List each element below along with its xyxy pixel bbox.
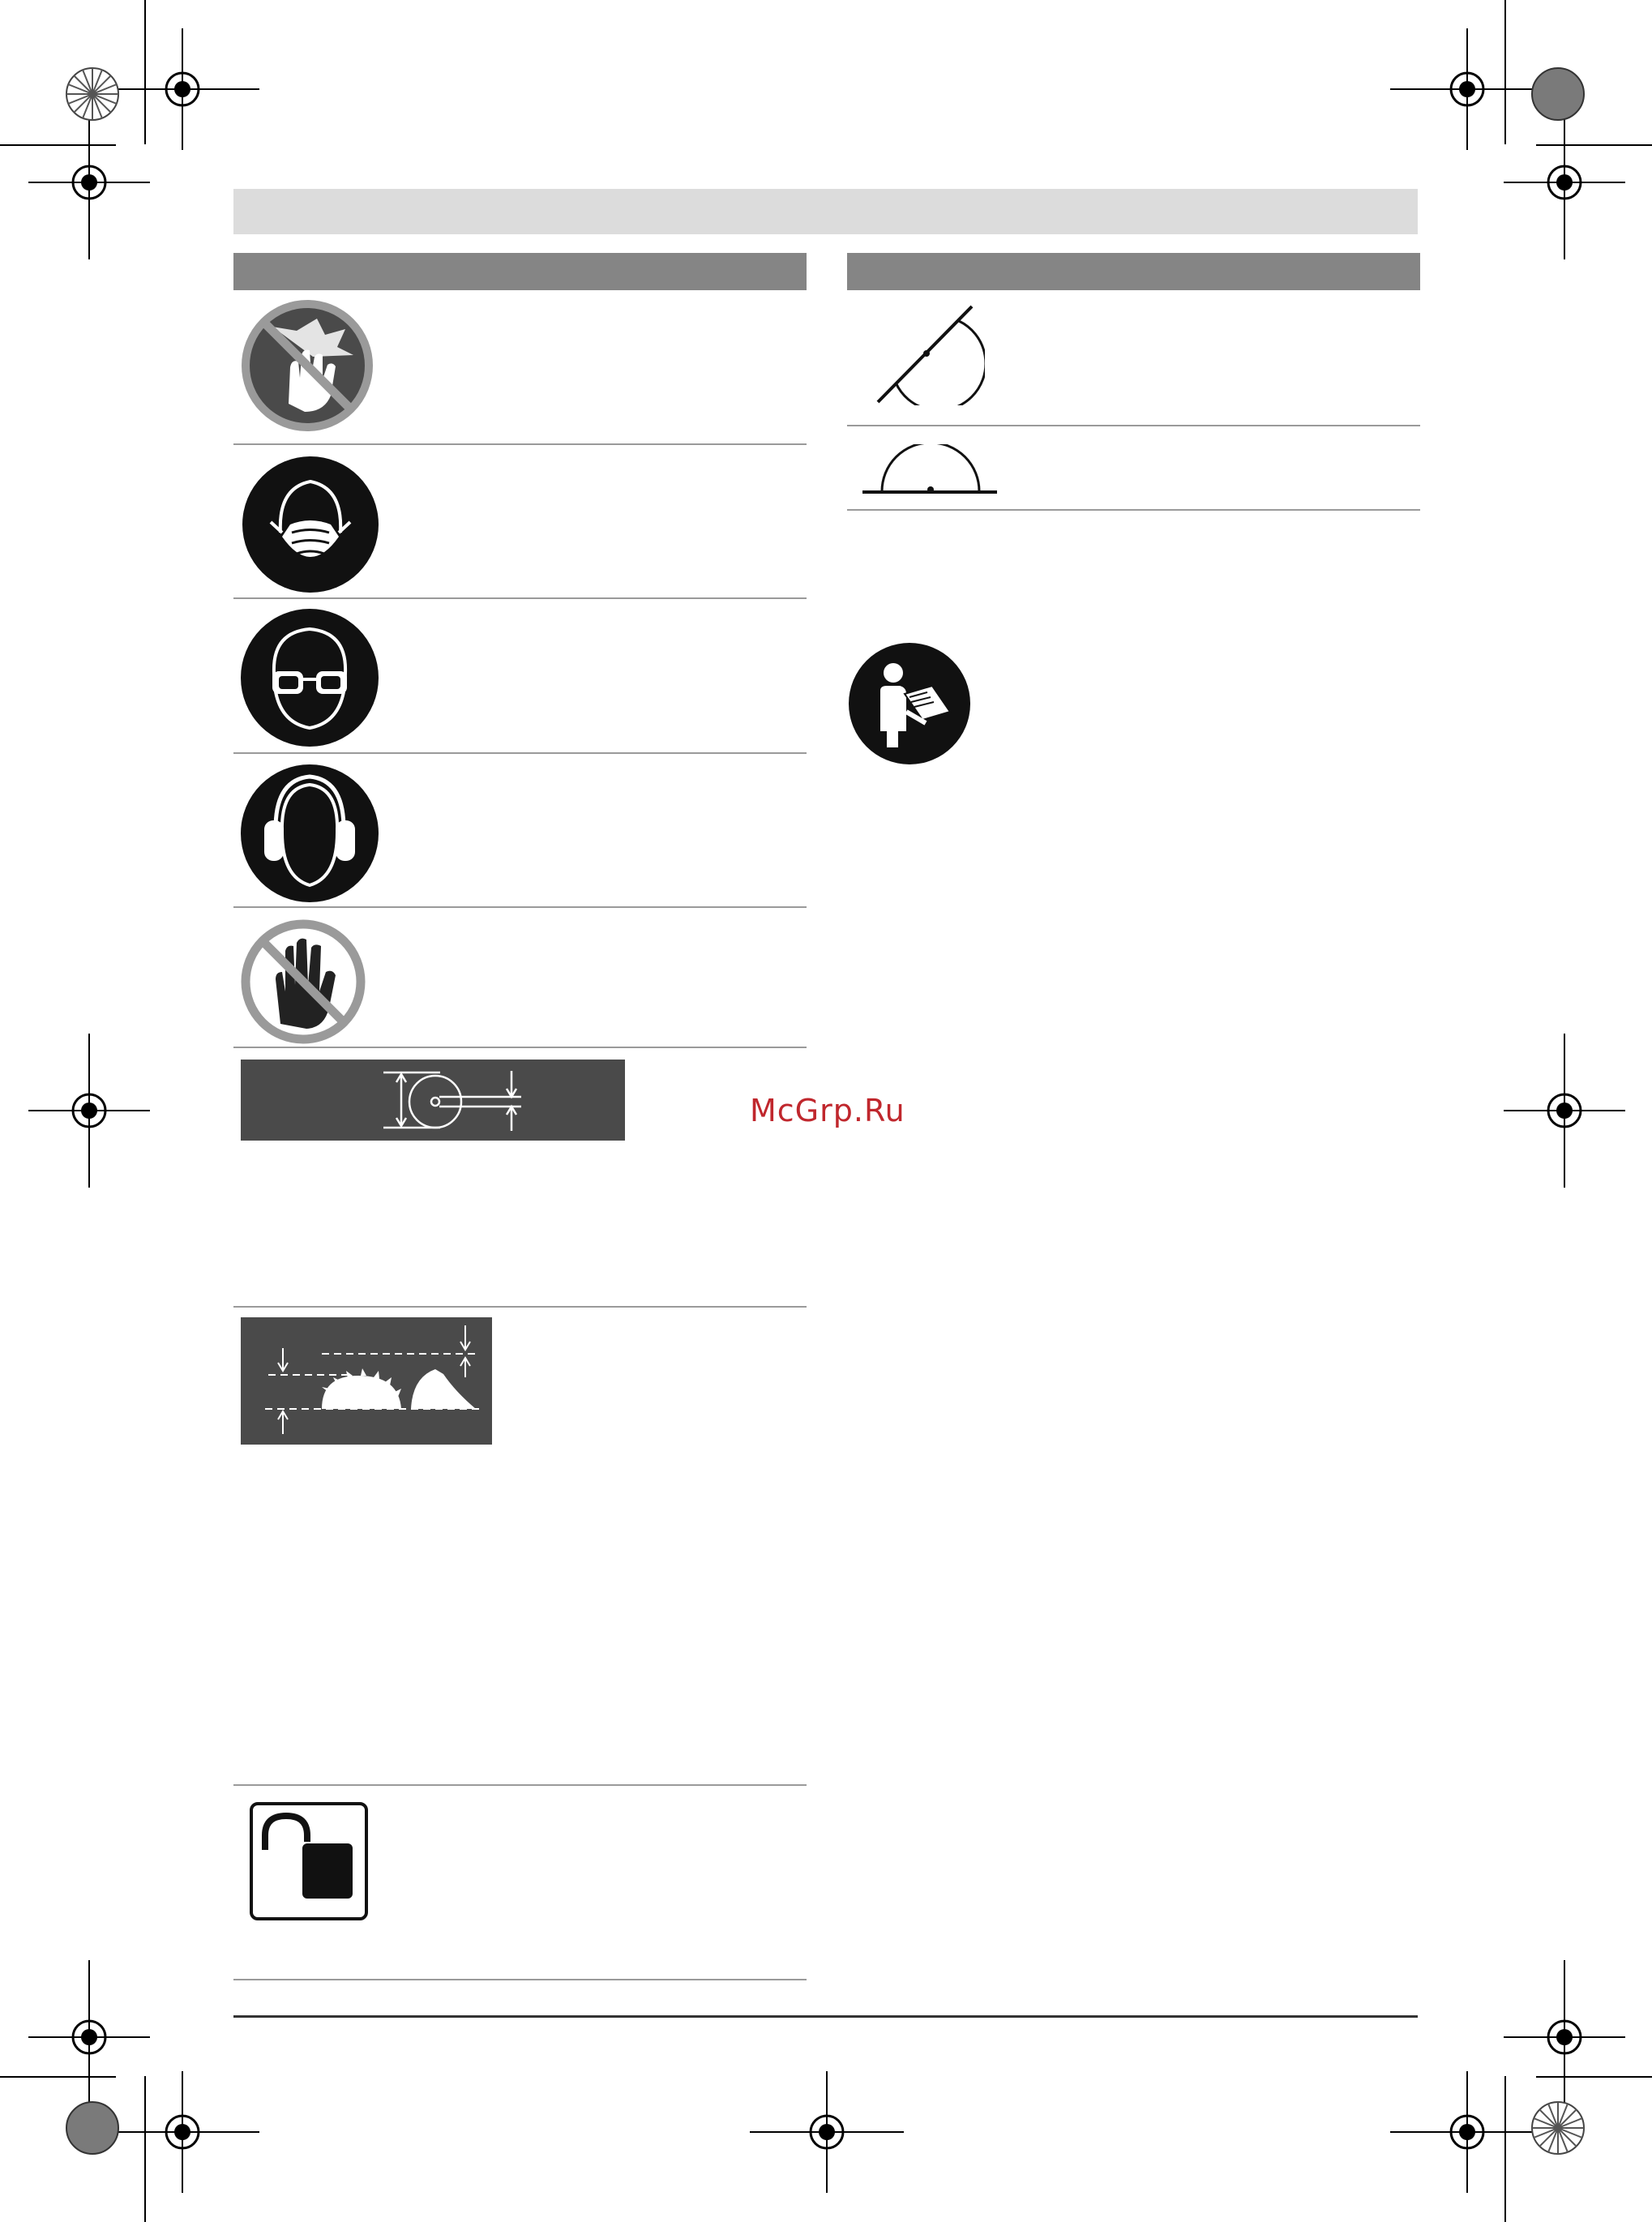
footer-rule	[233, 2015, 1418, 2018]
row-divider	[233, 597, 807, 599]
registration-mark-icon	[750, 2071, 904, 2193]
read-manual-icon	[848, 642, 971, 765]
row-divider	[847, 509, 1420, 511]
density-disc-icon	[1531, 67, 1585, 121]
registration-mark-icon	[1390, 2071, 1544, 2193]
row-divider	[233, 443, 807, 445]
row-divider	[233, 906, 807, 908]
cutting-depth-icon	[241, 1317, 492, 1445]
registration-mark-icon	[1504, 105, 1625, 259]
no-hands-near-blade-icon	[240, 298, 374, 433]
no-gloves-icon	[240, 918, 366, 1045]
row-divider	[233, 1047, 807, 1048]
row-divider	[847, 425, 1420, 426]
registration-mark-icon	[28, 105, 150, 259]
starburst-target-icon	[1531, 2101, 1585, 2155]
row-divider	[233, 1306, 807, 1308]
starburst-target-icon	[66, 67, 119, 121]
registration-mark-icon	[105, 2071, 259, 2193]
row-divider	[233, 1979, 807, 1980]
unlock-icon	[249, 1801, 369, 1921]
page-header-bar	[233, 189, 1418, 234]
registration-mark-icon	[1504, 1034, 1625, 1188]
right-column-header	[847, 253, 1420, 290]
blade-dimensions-icon	[241, 1060, 625, 1141]
safety-goggles-icon	[240, 608, 379, 747]
horizontal-angle-icon	[861, 444, 999, 498]
density-disc-icon	[66, 2101, 119, 2155]
watermark-text: McGrp.Ru	[750, 1093, 905, 1128]
registration-mark-icon	[28, 1034, 150, 1188]
bevel-angle-icon	[871, 303, 985, 405]
left-column-header	[233, 253, 807, 290]
dust-mask-icon	[242, 456, 379, 593]
ear-protection-icon	[240, 764, 379, 903]
row-divider	[233, 1784, 807, 1786]
row-divider	[233, 752, 807, 754]
